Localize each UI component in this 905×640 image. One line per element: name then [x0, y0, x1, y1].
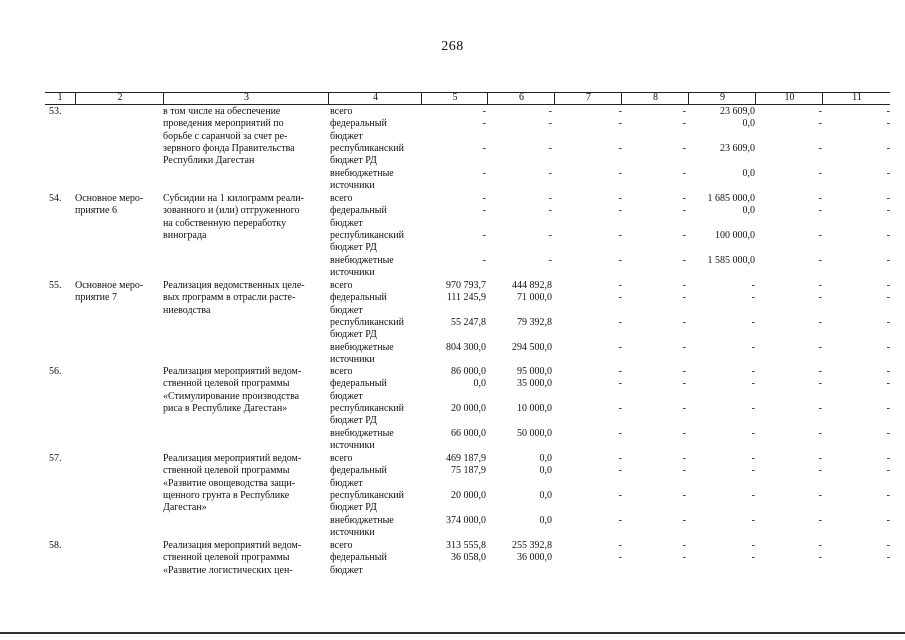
amount-v7: -	[618, 254, 622, 266]
funding-source: источники	[330, 526, 375, 538]
amount-v9: -	[751, 292, 755, 304]
amount-v7: -	[618, 167, 622, 179]
funding-source: республиканский	[330, 402, 405, 414]
amount-v9: -	[751, 366, 755, 377]
amount-v6: -	[548, 118, 552, 130]
amount-v6: 36 000,0	[517, 552, 552, 564]
amount-v7: -	[618, 489, 622, 501]
amount-v8: -	[682, 118, 686, 130]
funding-source: республиканский	[330, 489, 405, 501]
amount-v6: -	[548, 142, 552, 154]
amount-v8: -	[682, 193, 686, 204]
amount-v9: -	[751, 402, 755, 414]
amount-v10: -	[818, 280, 822, 291]
amount-v5: -	[482, 254, 486, 266]
event-type: приятие 7	[75, 292, 117, 304]
amount-v7: -	[618, 514, 622, 526]
funding-source: всего	[330, 106, 353, 117]
amount-v8: -	[682, 341, 686, 353]
column-header: 11	[822, 92, 891, 104]
funding-source: федеральный	[330, 205, 387, 217]
amount-v5: -	[482, 193, 486, 204]
funding-source: федеральный	[330, 118, 387, 130]
funding-source: бюджет	[330, 390, 363, 402]
amount-v5: -	[482, 205, 486, 217]
amount-v7: -	[618, 205, 622, 217]
amount-v11: -	[886, 205, 890, 217]
funding-source: внебюджетные	[330, 254, 394, 266]
funding-source: внебюджетные	[330, 514, 394, 526]
amount-v6: -	[548, 167, 552, 179]
funding-source: республиканский	[330, 142, 405, 154]
amount-v10: -	[818, 465, 822, 477]
amount-v5: -	[482, 118, 486, 130]
funding-source: внебюджетные	[330, 427, 394, 439]
amount-v8: -	[682, 402, 686, 414]
amount-v11: -	[886, 142, 890, 154]
amount-v7: -	[618, 292, 622, 304]
amount-v10: -	[818, 167, 822, 179]
amount-v10: -	[818, 229, 822, 241]
amount-v9: 0,0	[742, 167, 755, 179]
amount-v5: 75 187,9	[451, 465, 486, 477]
event-description: в том числе на обеспечение	[163, 106, 281, 117]
event-description: винограда	[163, 229, 207, 241]
amount-v6: -	[548, 229, 552, 241]
amount-v10: -	[818, 378, 822, 390]
amount-v6: 0,0	[539, 465, 552, 477]
event-description: Субсидии на 1 килограмм реали-	[163, 193, 304, 204]
amount-v11: -	[886, 366, 890, 377]
amount-v5: 20 000,0	[451, 402, 486, 414]
funding-source: бюджет	[330, 217, 363, 229]
amount-v10: -	[818, 193, 822, 204]
amount-v5: -	[482, 229, 486, 241]
amount-v9: 1 685 000,0	[707, 193, 755, 204]
funding-source: всего	[330, 366, 353, 377]
amount-v9: 23 609,0	[720, 142, 755, 154]
amount-v5: 86 000,0	[451, 366, 486, 377]
amount-v7: -	[618, 378, 622, 390]
amount-v6: -	[548, 106, 552, 117]
amount-v6: 0,0	[539, 489, 552, 501]
bottom-scan-edge	[0, 632, 905, 634]
amount-v5: -	[482, 167, 486, 179]
funding-source: всего	[330, 453, 353, 464]
funding-source: бюджет	[330, 304, 363, 316]
amount-v8: -	[682, 142, 686, 154]
event-description: риса в Республике Дагестан»	[163, 402, 288, 414]
amount-v9: -	[751, 378, 755, 390]
funding-source: всего	[330, 280, 353, 291]
amount-v8: -	[682, 106, 686, 117]
amount-v10: -	[818, 205, 822, 217]
row-number: 54.	[49, 193, 62, 204]
amount-v11: -	[886, 378, 890, 390]
column-header: 9	[688, 92, 756, 104]
amount-v5: 804 300,0	[446, 341, 486, 353]
event-description: Реализация мероприятий ведом-	[163, 366, 302, 377]
amount-v7: -	[618, 341, 622, 353]
row-number: 56.	[49, 366, 62, 377]
amount-v9: 23 609,0	[720, 106, 755, 117]
amount-v7: -	[618, 427, 622, 439]
amount-v6: 95 000,0	[517, 366, 552, 377]
amount-v8: -	[682, 540, 686, 551]
funding-source: федеральный	[330, 292, 387, 304]
amount-v10: -	[818, 427, 822, 439]
page-number: 268	[441, 39, 464, 54]
funding-source: бюджет РД	[330, 242, 377, 254]
amount-v5: -	[482, 106, 486, 117]
amount-v11: -	[886, 465, 890, 477]
amount-v11: -	[886, 540, 890, 551]
amount-v9: -	[751, 540, 755, 551]
amount-v11: -	[886, 316, 890, 328]
amount-v5: -	[482, 142, 486, 154]
amount-v7: -	[618, 106, 622, 117]
funding-source: федеральный	[330, 378, 387, 390]
funding-source: источники	[330, 353, 375, 365]
amount-v9: 100 000,0	[715, 229, 755, 241]
funding-source: бюджет РД	[330, 329, 377, 341]
row-number: 58.	[49, 540, 62, 551]
event-description: ственной целевой программы	[163, 465, 290, 477]
amount-v8: -	[682, 280, 686, 291]
amount-v7: -	[618, 142, 622, 154]
event-description: щенного грунта в Республике	[163, 489, 290, 501]
amount-v10: -	[818, 142, 822, 154]
row-number: 57.	[49, 453, 62, 464]
amount-v11: -	[886, 229, 890, 241]
row-number: 55.	[49, 280, 62, 291]
amount-v8: -	[682, 229, 686, 241]
amount-v8: -	[682, 366, 686, 377]
amount-v5: 469 187,9	[446, 453, 486, 464]
funding-source: всего	[330, 540, 353, 551]
amount-v9: -	[751, 465, 755, 477]
amount-v7: -	[618, 280, 622, 291]
funding-source: источники	[330, 439, 375, 451]
event-description: «Развитие овощеводства защи-	[163, 477, 296, 489]
event-description: Республики Дагестан	[163, 155, 255, 167]
amount-v8: -	[682, 465, 686, 477]
amount-v11: -	[886, 552, 890, 564]
amount-v7: -	[618, 118, 622, 130]
amount-v11: -	[886, 341, 890, 353]
event-description: Реализация мероприятий ведом-	[163, 540, 302, 551]
funding-source: бюджет РД	[330, 155, 377, 167]
event-description: Реализация ведомственных целе-	[163, 280, 305, 291]
amount-v10: -	[818, 453, 822, 464]
amount-v11: -	[886, 514, 890, 526]
amount-v9: -	[751, 514, 755, 526]
amount-v11: -	[886, 292, 890, 304]
amount-v10: -	[818, 514, 822, 526]
amount-v10: -	[818, 540, 822, 551]
amount-v11: -	[886, 254, 890, 266]
funding-source: федеральный	[330, 465, 387, 477]
amount-v8: -	[682, 427, 686, 439]
funding-source: бюджет	[330, 564, 363, 576]
amount-v9: -	[751, 427, 755, 439]
event-description: вых программ в отрасли расте-	[163, 292, 296, 304]
column-header: 2	[75, 92, 164, 104]
funding-source: бюджет РД	[330, 415, 377, 427]
amount-v9: -	[751, 280, 755, 291]
funding-source: внебюджетные	[330, 341, 394, 353]
amount-v5: 111 245,9	[446, 292, 486, 304]
amount-v7: -	[618, 540, 622, 551]
event-type: приятие 6	[75, 205, 117, 217]
column-header-row	[45, 92, 890, 105]
amount-v10: -	[818, 341, 822, 353]
amount-v11: -	[886, 427, 890, 439]
amount-v7: -	[618, 465, 622, 477]
amount-v11: -	[886, 489, 890, 501]
event-type: Основное меро-	[75, 280, 144, 291]
amount-v6: 444 892,8	[512, 280, 552, 291]
amount-v9: -	[751, 552, 755, 564]
amount-v8: -	[682, 552, 686, 564]
amount-v7: -	[618, 366, 622, 377]
column-header: 3	[163, 92, 329, 104]
amount-v10: -	[818, 366, 822, 377]
event-description: зервного фонда Правительства	[163, 142, 295, 154]
event-description: ственной целевой программы	[163, 552, 290, 564]
amount-v6: -	[548, 254, 552, 266]
amount-v8: -	[682, 292, 686, 304]
amount-v8: -	[682, 453, 686, 464]
amount-v10: -	[818, 489, 822, 501]
event-description: «Развитие логистических цен-	[163, 564, 293, 576]
amount-v9: -	[751, 453, 755, 464]
column-header: 8	[621, 92, 689, 104]
event-description: ственной целевой программы	[163, 378, 290, 390]
amount-v9: 0,0	[742, 118, 755, 130]
amount-v7: -	[618, 453, 622, 464]
amount-v5: 55 247,8	[451, 316, 486, 328]
column-header: 7	[554, 92, 622, 104]
funding-source: федеральный	[330, 552, 387, 564]
amount-v5: 313 555,8	[446, 540, 486, 551]
event-description: «Стимулирование производства	[163, 390, 300, 402]
amount-v6: 294 500,0	[512, 341, 552, 353]
amount-v11: -	[886, 280, 890, 291]
amount-v6: -	[548, 205, 552, 217]
amount-v6: 79 392,8	[517, 316, 552, 328]
amount-v11: -	[886, 453, 890, 464]
amount-v7: -	[618, 552, 622, 564]
amount-v5: 66 000,0	[451, 427, 486, 439]
amount-v6: 50 000,0	[517, 427, 552, 439]
amount-v10: -	[818, 106, 822, 117]
amount-v8: -	[682, 316, 686, 328]
amount-v6: -	[548, 193, 552, 204]
amount-v8: -	[682, 514, 686, 526]
amount-v11: -	[886, 402, 890, 414]
amount-v5: 0,0	[473, 378, 486, 390]
amount-v5: 36 058,0	[451, 552, 486, 564]
amount-v8: -	[682, 254, 686, 266]
event-description: на собственную переработку	[163, 217, 287, 229]
amount-v10: -	[818, 316, 822, 328]
amount-v7: -	[618, 402, 622, 414]
funding-source: бюджет	[330, 130, 363, 142]
event-description: Реализация мероприятий ведом-	[163, 453, 302, 464]
amount-v10: -	[818, 552, 822, 564]
amount-v11: -	[886, 193, 890, 204]
amount-v7: -	[618, 193, 622, 204]
funding-source: бюджет	[330, 477, 363, 489]
amount-v11: -	[886, 167, 890, 179]
funding-source: бюджет РД	[330, 502, 377, 514]
event-description: Дагестан»	[163, 502, 207, 514]
amount-v7: -	[618, 229, 622, 241]
amount-v7: -	[618, 316, 622, 328]
event-description: зованного и (или) отгруженного	[163, 205, 300, 217]
amount-v9: 0,0	[742, 205, 755, 217]
amount-v6: 0,0	[539, 453, 552, 464]
amount-v9: -	[751, 316, 755, 328]
funding-source: внебюджетные	[330, 167, 394, 179]
row-number: 53.	[49, 106, 62, 117]
amount-v8: -	[682, 205, 686, 217]
column-header: 4	[328, 92, 422, 104]
column-header: 5	[421, 92, 488, 104]
column-header: 10	[755, 92, 823, 104]
amount-v6: 35 000,0	[517, 378, 552, 390]
funding-source: всего	[330, 193, 353, 204]
event-description: борьбе с саранчой за счет ре-	[163, 130, 288, 142]
amount-v5: 20 000,0	[451, 489, 486, 501]
amount-v5: 970 793,7	[446, 280, 486, 291]
amount-v6: 71 000,0	[517, 292, 552, 304]
column-header: 1	[57, 92, 63, 103]
amount-v6: 10 000,0	[517, 402, 552, 414]
amount-v11: -	[886, 106, 890, 117]
funding-source: источники	[330, 266, 375, 278]
amount-v9: -	[751, 341, 755, 353]
event-type: Основное меро-	[75, 193, 144, 204]
amount-v5: 374 000,0	[446, 514, 486, 526]
funding-source: источники	[330, 179, 375, 191]
funding-source: республиканский	[330, 316, 405, 328]
column-header: 6	[487, 92, 555, 104]
amount-v11: -	[886, 118, 890, 130]
funding-source: республиканский	[330, 229, 405, 241]
amount-v6: 0,0	[539, 514, 552, 526]
event-description: проведения мероприятий по	[163, 118, 284, 130]
amount-v10: -	[818, 254, 822, 266]
amount-v8: -	[682, 167, 686, 179]
amount-v8: -	[682, 378, 686, 390]
amount-v10: -	[818, 118, 822, 130]
amount-v9: 1 585 000,0	[707, 254, 755, 266]
amount-v9: -	[751, 489, 755, 501]
amount-v6: 255 392,8	[512, 540, 552, 551]
amount-v10: -	[818, 292, 822, 304]
event-description: ниеводства	[163, 304, 211, 316]
amount-v10: -	[818, 402, 822, 414]
amount-v8: -	[682, 489, 686, 501]
